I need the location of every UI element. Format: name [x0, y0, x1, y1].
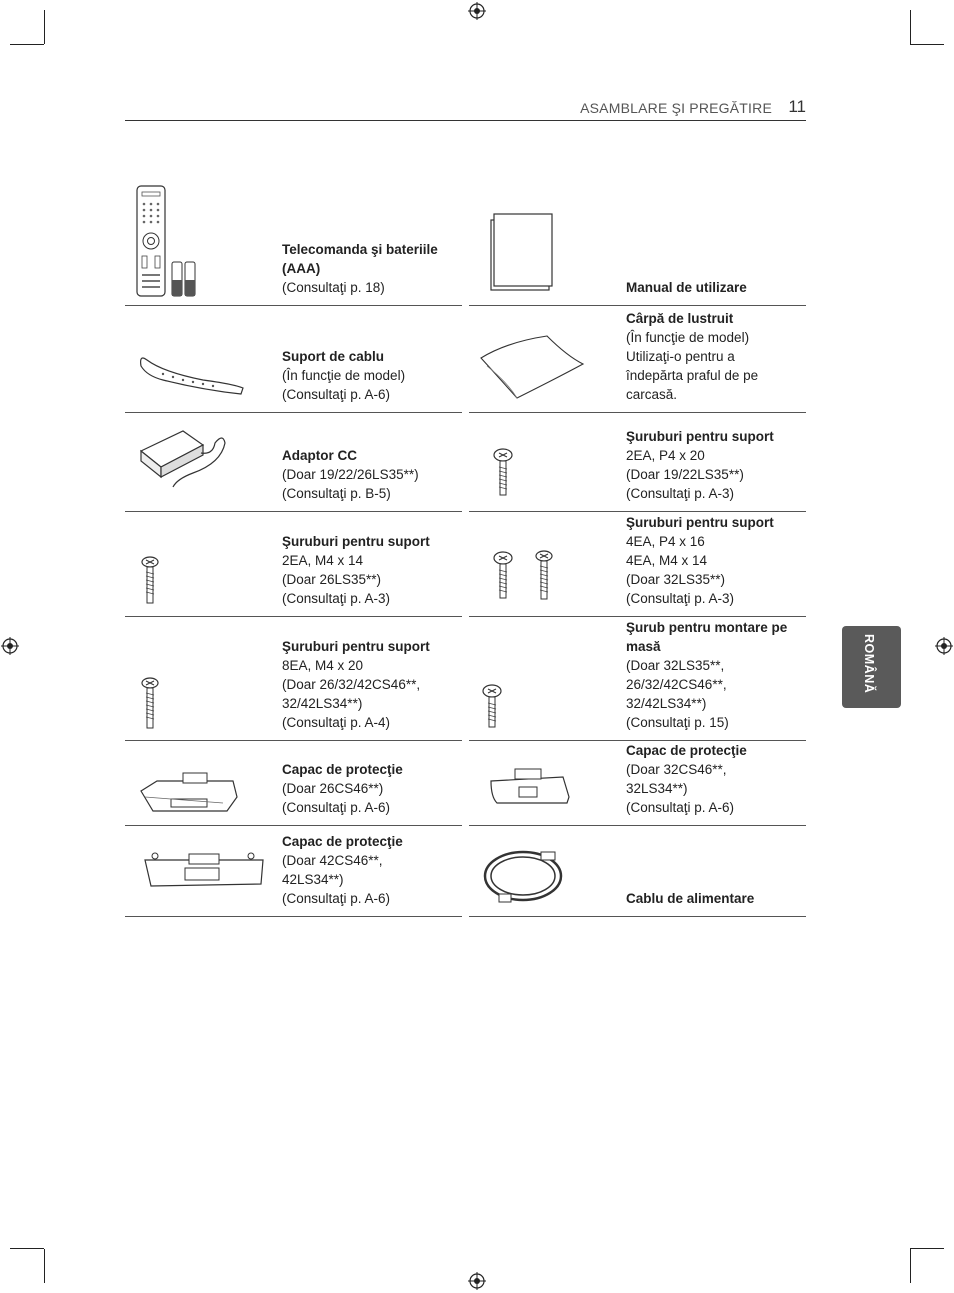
cable-holder-icon	[133, 306, 273, 412]
accessory-description	[626, 513, 806, 608]
accessory-item	[469, 617, 806, 741]
accessory-note: (Consultaţi p. A-3)	[626, 486, 735, 501]
accessory-description	[626, 278, 806, 297]
accessory-item	[469, 184, 806, 306]
accessory-note: 4EA, M4 x 14	[626, 553, 708, 568]
accessory-description	[282, 760, 462, 817]
accessory-note: (Doar 19/22/26LS35**)	[282, 467, 419, 482]
accessory-description	[626, 889, 806, 908]
screw-icon	[133, 512, 273, 616]
accessory-title: Capac de protecţie	[282, 834, 403, 849]
accessory-note: (Doar 32LS35**)	[626, 572, 726, 587]
accessory-note: 32/42LS34**)	[282, 696, 363, 711]
table-row	[125, 512, 806, 617]
accessory-title: Telecomanda şi bateriile (AAA)	[282, 242, 438, 276]
power-cord-icon	[477, 826, 617, 916]
accessory-item	[125, 512, 462, 617]
screw-icon	[133, 617, 273, 740]
accessory-note: (Doar 32CS46**,	[626, 762, 727, 777]
accessory-item	[469, 413, 806, 512]
accessory-note: 4EA, P4 x 16	[626, 534, 705, 549]
accessory-note: (Consultaţi p. A-4)	[282, 715, 391, 730]
protective-cover-long-icon	[133, 826, 273, 916]
accessory-note: (În funcţie de model)	[282, 368, 406, 383]
accessory-title: Suport de cablu	[282, 349, 385, 364]
registration-mark-icon	[935, 637, 953, 655]
screw-icon	[477, 617, 617, 740]
language-tab	[842, 626, 901, 708]
accessory-note: (Consultaţi p. A-6)	[282, 800, 391, 815]
accessory-item	[125, 826, 462, 917]
protective-cover-icon	[477, 741, 617, 825]
accessory-description	[626, 427, 806, 503]
accessories-table	[125, 184, 806, 917]
page-number: 11	[788, 97, 806, 116]
registration-mark-icon	[468, 2, 486, 20]
accessory-description	[282, 446, 462, 503]
accessory-note: (Doar 42CS46**,	[282, 853, 383, 868]
remote-batteries-icon	[133, 184, 273, 305]
accessory-title: Capac de protecţie	[282, 762, 403, 777]
accessory-title: Şuruburi pentru suport	[282, 534, 430, 549]
accessory-note: 26/32/42CS46**,	[626, 677, 727, 692]
accessory-description	[282, 637, 462, 732]
accessory-note: (Consultaţi p. A-3)	[282, 591, 391, 606]
accessory-note: (Consultaţi p. 18)	[282, 280, 385, 295]
accessory-note: (Consultaţi p. A-6)	[282, 387, 391, 402]
accessory-item	[469, 826, 806, 917]
accessory-note: (Consultaţi p. 15)	[626, 715, 729, 730]
accessory-note: (Doar 32LS35**,	[626, 658, 725, 673]
page-header	[125, 96, 806, 121]
accessory-note: 2EA, P4 x 20	[626, 448, 705, 463]
crop-mark	[910, 10, 911, 44]
accessory-note: 32LS34**)	[626, 781, 688, 796]
accessory-title: Şuruburi pentru suport	[282, 639, 430, 654]
screw-icon	[477, 413, 617, 511]
accessory-note: Utilizaţi-o pentru a	[626, 349, 735, 364]
accessory-item	[469, 512, 806, 617]
table-row	[125, 741, 806, 826]
accessory-note: (În funcţie de model)	[626, 330, 750, 345]
polishing-cloth-icon	[477, 306, 617, 412]
crop-mark	[910, 1248, 944, 1249]
accessory-note: (Consultaţi p. A-3)	[626, 591, 735, 606]
accessory-note: 2EA, M4 x 14	[282, 553, 364, 568]
language-tab-label: ROMÂNĂ	[862, 634, 876, 694]
crop-mark	[44, 10, 45, 44]
dc-adapter-icon	[133, 413, 273, 511]
accessory-item	[469, 306, 806, 413]
accessory-note: (Doar 26CS46**)	[282, 781, 384, 796]
registration-mark-icon	[1, 637, 19, 655]
accessory-item	[125, 306, 462, 413]
accessory-title: Şuruburi pentru suport	[626, 429, 774, 444]
accessory-description	[282, 532, 462, 608]
accessory-note: îndepărta praful de pe	[626, 368, 759, 383]
accessory-item	[125, 741, 462, 826]
accessory-title: Şurub pentru montare pe masă	[626, 620, 788, 654]
table-row	[125, 306, 806, 413]
manual-icon	[477, 184, 617, 305]
accessory-note: (Consultaţi p. A-6)	[282, 891, 391, 906]
accessory-description	[626, 309, 806, 404]
accessory-title: Adaptor CC	[282, 448, 357, 463]
table-row	[125, 413, 806, 512]
accessory-description	[282, 347, 462, 404]
accessory-description	[626, 618, 806, 732]
section-title: ASAMBLARE ŞI PREGĂTIRE	[580, 100, 772, 116]
table-row	[125, 617, 806, 741]
accessory-note: (Consultaţi p. B-5)	[282, 486, 391, 501]
crop-mark	[10, 44, 44, 45]
table-row	[125, 184, 806, 306]
accessory-title: Cablu de alimentare	[626, 891, 755, 906]
accessory-title: Cârpă de lustruit	[626, 311, 734, 326]
accessory-note: carcasă.	[626, 387, 678, 402]
accessory-note: (Consultaţi p. A-6)	[626, 800, 735, 815]
accessory-title: Capac de protecţie	[626, 743, 747, 758]
crop-mark	[910, 1249, 911, 1283]
accessory-item	[125, 413, 462, 512]
accessory-item	[125, 184, 462, 306]
accessory-note: (Doar 19/22LS35**)	[626, 467, 744, 482]
two-screws-icon	[477, 512, 617, 616]
accessory-note: (Doar 26LS35**)	[282, 572, 382, 587]
accessory-description	[626, 741, 806, 817]
accessory-description	[282, 832, 462, 908]
accessory-note: 42LS34**)	[282, 872, 344, 887]
crop-mark	[910, 44, 944, 45]
accessory-title: Manual de utilizare	[626, 280, 747, 295]
crop-mark	[44, 1249, 45, 1283]
protective-cover-wide-icon	[133, 741, 273, 825]
accessory-note: 32/42LS34**)	[626, 696, 707, 711]
table-row	[125, 826, 806, 917]
accessory-item	[469, 741, 806, 826]
registration-mark-icon	[468, 1272, 486, 1290]
accessory-item	[125, 617, 462, 741]
crop-mark	[10, 1248, 44, 1249]
accessory-description	[282, 240, 462, 297]
accessory-note: 8EA, M4 x 20	[282, 658, 364, 673]
accessory-title: Şuruburi pentru suport	[626, 515, 774, 530]
accessory-note: (Doar 26/32/42CS46**,	[282, 677, 421, 692]
